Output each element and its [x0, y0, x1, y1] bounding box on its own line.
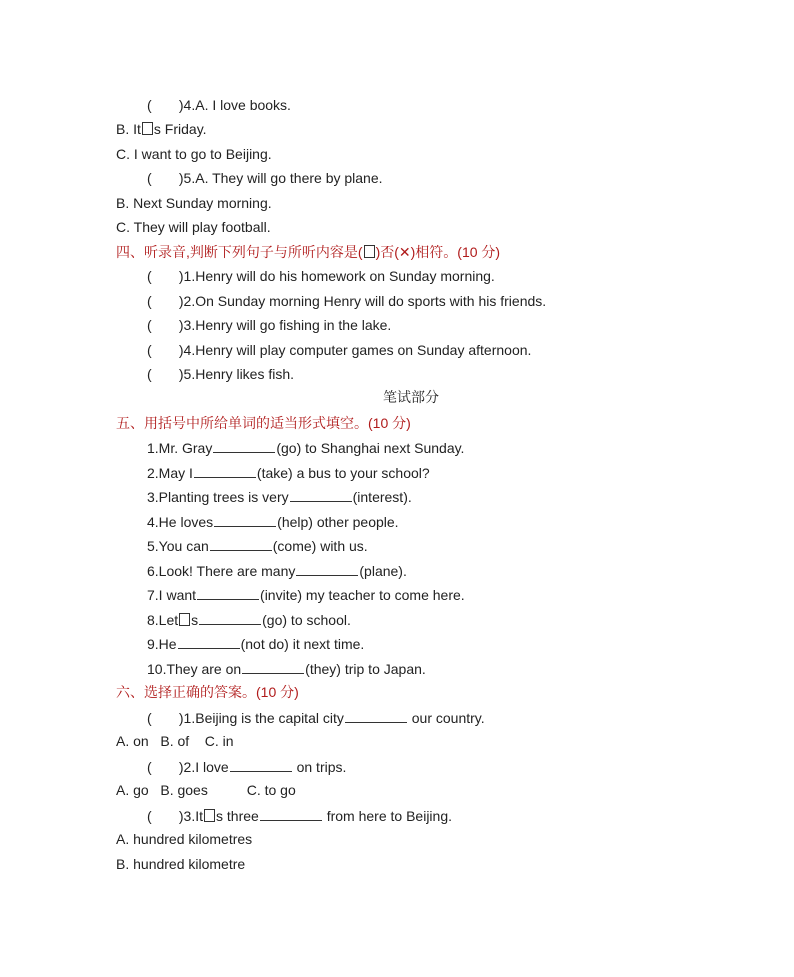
fill-text: (help) other people.	[277, 514, 399, 530]
question-text: on trips.	[292, 759, 347, 775]
question-text: ( )1.Beijing is the capital city	[147, 710, 344, 726]
fill-text: (not do) it next time.	[240, 636, 365, 652]
question-text: ( )2.I love	[147, 759, 229, 775]
option-5c: C. They will play football.	[116, 219, 271, 235]
fill-text: 5.You can	[147, 538, 209, 554]
answer-blank[interactable]	[210, 536, 272, 551]
fill-text: (go) to Shanghai next Sunday.	[276, 440, 465, 456]
answer-blank[interactable]	[194, 463, 256, 478]
option-4c: C. I want to go to Beijing.	[116, 146, 272, 162]
section-4-title	[116, 243, 500, 261]
fill-item	[147, 585, 465, 604]
option-4b	[116, 120, 207, 138]
judge-item: ( )5.Henry likes fish.	[147, 366, 295, 382]
section-6-title: 六、选择正确的答案。(10 分)	[116, 684, 299, 700]
choice-option-3a: A. hundred kilometres	[116, 831, 253, 847]
fill-item	[147, 536, 368, 555]
fill-text: 10.They are on	[147, 661, 242, 677]
question-text: our country.	[407, 710, 485, 726]
answer-blank[interactable]	[214, 512, 276, 527]
option-5b: B. Next Sunday morning.	[116, 195, 272, 211]
missing-glyph-box	[364, 245, 375, 258]
question-text: ( )3.It	[147, 808, 204, 824]
answer-blank[interactable]	[230, 757, 292, 772]
fill-item	[147, 463, 430, 482]
choice-option-3b: B. hundred kilometre	[116, 856, 246, 872]
fill-text: 4.He loves	[147, 514, 214, 530]
option-text: s Friday.	[153, 121, 207, 137]
judge-item: ( )1.Henry will do his homework on Sunday morning.	[147, 268, 495, 284]
option-text: B. It	[116, 121, 141, 137]
question-4: ( )4.A. I love books.	[147, 97, 291, 113]
section-5-title: 五、用括号中所给单词的适当形式填空。(10 分)	[116, 415, 411, 431]
fill-text: (they) trip to Japan.	[305, 661, 426, 677]
question-text: from here to Beijing.	[322, 808, 452, 824]
fill-text: (take) a bus to your school?	[256, 465, 430, 481]
answer-blank[interactable]	[178, 634, 240, 649]
answer-blank[interactable]	[199, 610, 261, 625]
written-part-heading: 笔试部分	[383, 389, 439, 405]
fill-item	[147, 659, 426, 678]
fill-text: 2.May I	[147, 465, 193, 481]
fill-text: 1.Mr. Gray	[147, 440, 213, 456]
fill-text: (come) with us.	[272, 538, 368, 554]
choice-question-3	[147, 806, 452, 825]
judge-item: ( )4.Henry will play computer games on Sunday afternoon.	[147, 342, 532, 358]
answer-blank[interactable]	[197, 585, 259, 600]
fill-text: 9.He	[147, 636, 177, 652]
missing-glyph-box	[179, 613, 190, 626]
cross-symbol: ✕	[398, 244, 411, 260]
answer-blank[interactable]	[213, 438, 275, 453]
answer-blank[interactable]	[345, 708, 407, 723]
fill-text: (invite) my teacher to come here.	[260, 587, 465, 603]
fill-item	[147, 438, 464, 457]
fill-text: 6.Look! There are many	[147, 563, 296, 579]
fill-text: (plane).	[359, 563, 407, 579]
question-text: s three	[216, 808, 259, 824]
judge-item: ( )3.Henry will go fishing in the lake.	[147, 317, 392, 333]
missing-glyph-box	[142, 122, 153, 135]
fill-item	[147, 487, 412, 506]
section-title-text: )否(	[375, 244, 399, 260]
fill-item	[147, 610, 351, 629]
choice-question-2	[147, 757, 346, 776]
judge-item: ( )2.On Sunday morning Henry will do sports with his friends.	[147, 293, 547, 309]
choice-options-2: A. go B. goes C. to go	[116, 782, 296, 798]
answer-blank[interactable]	[260, 806, 322, 821]
fill-text: 7.I want	[147, 587, 197, 603]
fill-text: (go) to school.	[262, 612, 351, 628]
missing-glyph-box	[204, 809, 215, 822]
fill-text: s	[191, 612, 199, 628]
answer-blank[interactable]	[296, 561, 358, 576]
fill-item	[147, 561, 407, 580]
question-5: ( )5.A. They will go there by plane.	[147, 170, 383, 186]
choice-question-1	[147, 708, 485, 727]
answer-blank[interactable]	[242, 659, 304, 674]
section-title-text: )相符。(10 分)	[410, 244, 501, 260]
answer-blank[interactable]	[290, 487, 352, 502]
section-title-text: 四、听录音,判断下列句子与所听内容是(	[116, 244, 363, 260]
fill-text: (interest).	[352, 489, 412, 505]
choice-options-1: A. on B. of C. in	[116, 733, 234, 749]
fill-item	[147, 634, 364, 653]
fill-text: 3.Planting trees is very	[147, 489, 289, 505]
fill-item	[147, 512, 399, 531]
fill-text: 8.Let	[147, 612, 179, 628]
